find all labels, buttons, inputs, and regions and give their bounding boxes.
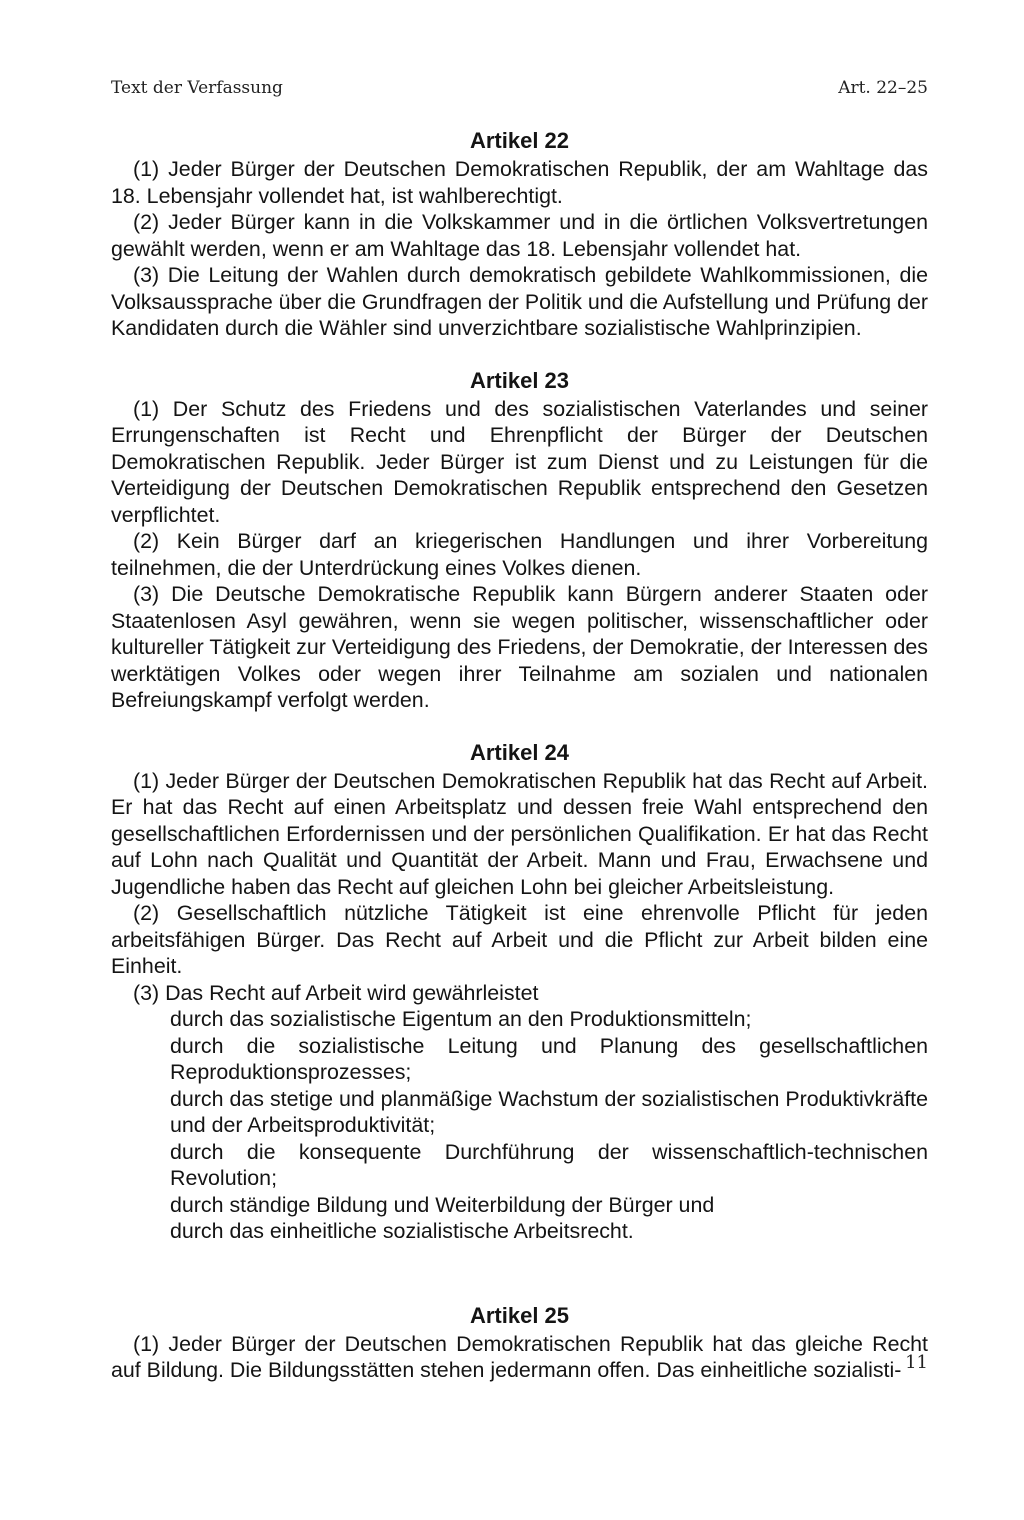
list-item: durch die konsequente Durchführung der wissenschaftlich-technischen Revolution; bbox=[170, 1139, 928, 1190]
article-heading: Artikel 25 bbox=[469, 1302, 570, 1328]
article-heading: Artikel 24 bbox=[469, 739, 570, 765]
list-item: durch die sozialistische Leitung und Planung des gesellschaftlichen Reproduktionsprozesses; bbox=[170, 1033, 928, 1084]
article-heading: Artikel 22 bbox=[469, 128, 570, 153]
article-23 bbox=[111, 368, 928, 714]
list-item: durch ständige Bildung und Weiterbildung der Bürger und bbox=[170, 1192, 715, 1217]
list-item: durch das stetige und planmäßige Wachstum der sozialistischen Produktivkräfte und der Arbeitsproduktivität; bbox=[170, 1086, 928, 1137]
guarantee-list bbox=[111, 1006, 928, 1245]
article-paragraph: (2) Kein Bürger darf an kriegerischen Handlungen und ihrer Vorbereitung teilnehmen, die der Unterdrückung eines Volkes dienen. bbox=[111, 529, 928, 580]
header-section-title: Text der Verfassung bbox=[111, 78, 283, 98]
article-paragraph: (1) Jeder Bürger der Deutschen Demokratischen Republik, der am Wahltage das 18. Lebensjahr vollendet hat, ist wahlberechtigt. bbox=[111, 157, 928, 208]
article-paragraph: (2) Jeder Bürger kann in die Volkskammer und in die örtlichen Volksvertretungen gewählt werden, wenn er am Wahltage das 18. Lebensjahr vollendet hat. bbox=[111, 210, 928, 261]
page-number: 11 bbox=[905, 1352, 928, 1373]
article-paragraph: (3) Das Recht auf Arbeit wird gewährleistet bbox=[133, 980, 539, 1005]
article-24 bbox=[111, 740, 928, 1245]
article-paragraph: (3) Die Leitung der Wahlen durch demokratisch gebildete Wahlkommissionen, die Volksaussprache über die Grundfragen der Politik und die Aufstellung und Prüfung der Kandidaten durch die Wähler sind unverzichtbare sozialistische Wahlprinzipien. bbox=[111, 263, 928, 340]
article-paragraph: (1) Der Schutz des Friedens und des sozialistischen Vaterlandes und seiner Errungenschaften ist Recht und Ehrenpflicht der Bürger der Deutschen Demokratischen Republik. Jeder Bürger ist zum Dienst und zu Leistungen für die Verteidigung der Deutschen Demokratischen Republik entsprechend den Gesetzen verpflichtet. bbox=[111, 396, 928, 527]
article-heading: Artikel 23 bbox=[469, 367, 570, 393]
article-paragraph: (2) Gesellschaftlich nützliche Tätigkeit ist eine ehrenvolle Pflicht für jeden arbeitsfähigen Bürger. Das Recht auf Arbeit und die Pflicht zur Arbeit bilden eine Einheit. bbox=[111, 901, 928, 978]
list-item: durch das sozialistische Eigentum an den Produktionsmitteln; bbox=[170, 1007, 752, 1031]
article-paragraph: (3) Die Deutsche Demokratische Republik kann Bürgern anderer Staaten oder Staatenlosen Asyl gewähren, wenn sie wegen politischer, wissenschaftlicher oder kultureller Tätigkeit zur Verteidigung des Friedens, der Demokratie, der Interessen des werktätigen Volkes oder wegen ihrer Teilnahme am sozialen und nationalen Befreiungskampf verfolgt werden. bbox=[111, 582, 928, 712]
article-paragraph: (1) Jeder Bürger der Deutschen Demokratischen Republik hat das gleiche Recht auf Bildung. Die Bildungsstätten stehen jedermann offen. Das einheitliche sozialisti- bbox=[111, 1331, 928, 1382]
document-body bbox=[111, 128, 928, 1384]
article-25 bbox=[111, 1303, 928, 1384]
article-paragraph: (1) Jeder Bürger der Deutschen Demokratischen Republik hat das Recht auf Arbeit. Er hat das Recht auf einen Arbeitsplatz und dessen freie Wahl entsprechend den gesellschaftlichen Erfordernissen und der persönlichen Qualifikation. Er hat das Recht auf Lohn nach Qualität und Quantität der Arbeit. Mann und Frau, Erwachsene und Jugendliche haben das Recht auf gleichen Lohn bei gleicher Arbeitsleistung. bbox=[111, 768, 928, 899]
list-item: durch das einheitliche sozialistische Arbeitsrecht. bbox=[170, 1219, 634, 1243]
article-22 bbox=[111, 128, 928, 342]
header-article-range: Art. 22–25 bbox=[838, 78, 928, 98]
